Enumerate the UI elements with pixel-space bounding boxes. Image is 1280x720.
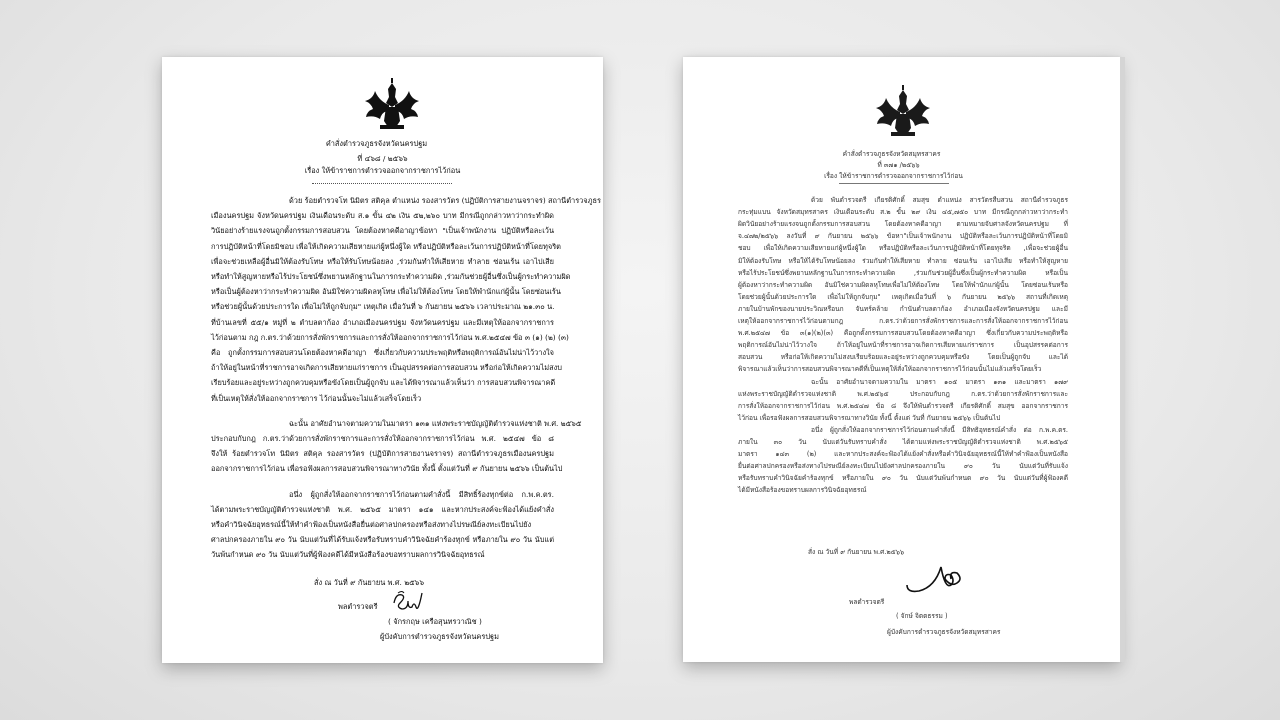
body-line: ได้ตามพระราชบัญญัติตำรวจแห่งชาติ พ.ศ. ๒๕๖๕ มาตรา ๑๔๑ และหากประสงค์จะฟ้องได้แย้งคำสั่ง	[211, 504, 554, 514]
order-header: คำสั่งตำรวจภูธรจังหวัดนครปฐม	[325, 139, 428, 148]
body-line: จ.๔๗๒/๒๕๖๖ ลงวันที่ ๙ กันยายน ๒๕๖๖ ข้อหา"เป็นเจ้าพนักงาน ปฏิบัติหรือละเว้นการปฏิบัติหน้าที่โดยมิ	[738, 232, 1068, 241]
body-line: เพื่อจะช่วยเหลือผู้อื่นมิให้ต้องรับโทษ หรือให้รับโทษน้อยลง ,ร่วมกันทำให้เสียหาย ทำลาย ซ่อนเร้น เอาไปเสีย	[211, 256, 554, 266]
body-line: หรือทำให้สูญหายหรือไร้ประโยชน์ซึ่งพยานหลักฐานในการกระทำความผิด ,ร่วมกันช่วยผู้อื่นซึ่งเป็นผู้กระทำความผิด	[211, 272, 571, 281]
page-edge	[1120, 57, 1125, 662]
body-line: พฤติการณ์อันไม่น่าไว้วางใจ ถ้าให้อยู่ในหน้าที่ราชการอาจเกิดการเสียหายแก่ราชการ เป็นอุปสรรคต่อการ	[738, 341, 1068, 350]
body-line: ชอบ เพื่อให้เกิดความเสียหายแก่ผู้หนึ่งผู้ใด หรือปฏิบัติหรือละเว้นการปฏิบัติหน้าที่โดยทุจริต ,เพื่อจะช่วยผู้อื่น	[738, 244, 1068, 253]
body-line: ถ้าให้อยู่ในหน้าที่ราชการอาจเกิดการเสียหายแก่ราชการ เป็นอุปสรรคต่อการสอบสวน หรือก่อให้เกิดความไม่สงบ	[211, 363, 562, 373]
order-subject: เรื่อง ให้ข้าราชการตำรวจออกจากราชการไว้ก่อน	[304, 166, 461, 175]
body-line: ผิดวินัยอย่างร้ายแรงจนถูกตั้งกรรมการสอบสวน โดยต้องหาคดีอาญา ตามหมายจับศาลจังหวัดนครปฐม ที่	[738, 220, 1068, 229]
signature	[903, 557, 983, 595]
signer-rank: พลตำรวจตรี	[338, 602, 378, 611]
body-line: กระทุ่มแบน จังหวัดสมุทรสาคร เงินเดือนระดับ ส.๒ ขั้น ๒๙ เงิน ๔๕,๗๕๐ บาท มีกรณีถูกกล่าวหาว่ากระทำ	[738, 208, 1068, 217]
body-line: ไว้ก่อนตาม กฎ ก.ตร.ว่าด้วยการสั่งพักราชการและการสั่งให้ออกจากราชการไว้ก่อน พ.ศ.๒๕๔๗ ข้อ ๓ (๑) (๒) (๓)	[211, 332, 569, 342]
signature	[390, 589, 424, 615]
body-line: เมืองนครปฐม จังหวัดนครปฐม เงินเดือนระดับ ส.๑ ขั้น ๔๒ เงิน ๕๒,๒๖๐ บาท มีกรณีถูกกล่าวหาว่ากระทำผิด	[211, 211, 554, 221]
garuda-emblem-icon	[362, 77, 422, 135]
body-line: การปฏิบัติหน้าที่โดยมิชอบ เพื่อให้เกิดความเสียหายแก่ผู้หนึ่งผู้ใด หรือปฏิบัติหรือละเว้นการปฏิบัติหน้าที่โดยทุจริต	[211, 241, 561, 251]
order-date: สั่ง ณ วันที่ ๙ กันยายน พ.ศ.๒๕๖๖	[808, 548, 905, 556]
body-line: หรือช่วยผู้นั้นด้วยประการใด เพื่อไม่ให้ถูกจับกุม" เหตุเกิด เมื่อวันที่ ๖ กันยายน ๒๕๖๖ เวลาประมาณ ๒๑.๓๐ น.	[211, 302, 555, 312]
police-order-document-nakhon-pathom	[162, 57, 603, 663]
signer-title: ผู้บังคับการตำรวจภูธรจังหวัดนครปฐม	[380, 632, 499, 641]
body-line: หรือคำวินิจฉัยอุทธรณ์นี้ให้ทำคำฟ้องเป็นหนังสือยื่นต่อศาลปกครองหรือส่งทางไปรษณีย์ลงทะเบียนไปยัง	[211, 520, 532, 529]
signer-title: ผู้บังคับการตำรวจภูธรจังหวัดสมุทรสาคร	[887, 628, 1001, 636]
body-line: ผู้ต้องหาว่ากระทำความผิด อันมิใช่ความผิดลหุโทษเพื่อไม่ให้ต้องโทษ โดยให้พำนักแก่ผู้นั้น โดยซ่อนเร้นหรือ	[738, 280, 1068, 289]
body-line: ภายในบ้านพักของนายประวิณหรือนก จันทร์คล้าย กำนันตำบลตาก้อง อำเภอเมืองจังหวัดนครปฐม และมี	[738, 304, 1068, 313]
garuda-emblem-icon	[873, 84, 933, 142]
body-line: จึงให้ ร้อยตำรวจโท นิมิตร สติคุล รองสารวัตร (ปฏิบัติการสายงานจราจร) สถานีตำรวจภูธรเมืองนครปฐม	[211, 449, 554, 459]
police-order-document-samut-sakhon	[683, 57, 1120, 662]
body-line: พิจารณาแล้วเห็นว่าการสอบสวนพิจารณาคดีที่เป็นเหตุให้สั่งให้ออกจากราชการไว้ก่อนนั้นไม่แล้วเสร็จโดยเร็ว	[738, 365, 1042, 374]
body-line: ที่บ้านเลขที่ ๕๕/๑ หมู่ที่ ๒ ตำบลตาก้อง อำเภอเมืองนครปฐม จังหวัดนครปฐม และมีเหตุให้ออกจากราชการ	[211, 317, 554, 327]
order-subject: เรื่อง ให้ข้าราชการตำรวจออกจากราชการไว้ก่อน	[824, 172, 963, 180]
body-line: การสั่งให้ออกจากราชการไว้ก่อน พ.ศ.๒๕๔๗ ข้อ ๘ จึงให้พันตำรวจตรี เกียรติศักดิ์ สมสุข ออกจากราชการ	[738, 401, 1068, 410]
divider	[312, 183, 452, 184]
body-line: ฉะนั้น อาศัยอำนาจตามความใน มาตรา ๑๐๕ มาตรา ๑๓๑ และมาตรา ๑๗๙	[811, 377, 1068, 386]
body-line: พ.ศ.๒๕๔๗ ข้อ ๓(๑)(๒)(๓) คือถูกตั้งกรรมการสอบสวนโดยต้องหาคดีอาญา ซึ่งเกี่ยวกับความประพฤติหรือ	[738, 329, 1068, 338]
body-line: เหตุให้ออกจากราชการไว้ก่อนตามกฎ ก.ตร.ว่าด้วยการสั่งพักราชการและการสั่งให้ออกจากราชการไว้ก่อน	[738, 317, 1068, 325]
body-line: สอบสวน หรือก่อให้เกิดความไม่สงบเรียบร้อยและอยู่ระหว่างถูกควบคุมหรือขัง โดยเป็นผู้ถูกจับ และได้	[738, 353, 1068, 362]
body-line: วินัยอย่างร้ายแรงจนถูกตั้งกรรมการสอบสวน โดยต้องหาคดีอาญาข้อหา "เป็นเจ้าพนักงาน ปฏิบัติหรือละเว้น	[211, 226, 554, 236]
body-line: หรือเป็นผู้ต้องหาว่ากระทำความผิด อันมิใช่ความผิดลหุโทษ เพื่อไม่ให้ต้องโทษ โดยให้พำนักแก่ผู้นั้น โดยซ่อนเร้น	[211, 287, 561, 297]
body-line: อนึ่ง ผู้ถูกสั่งให้ออกจากราชการไว้ก่อนตามคำสั่งนี้ มีสิทธิอุทธรณ์คำสั่ง ต่อ ก.พ.ค.ตร.	[811, 425, 1068, 434]
signer-rank: พลตำรวจตรี	[849, 598, 885, 606]
body-line: ภายใน ๓๐ วัน นับแต่วันรับทราบคำสั่ง ได้ตามแห่งพระราชบัญญัติตำรวจแห่งชาติ พ.ศ.๒๕๖๕	[738, 438, 1068, 446]
order-number: ที่ ๓๗๑ /๒๕๖๖	[877, 161, 920, 169]
body-line: ได้มีหนังสือร้องขอทราบผลการวินิจฉัยอุทธรณ์	[738, 486, 867, 495]
signer-name: ( จักษ์ จิตตธรรม )	[896, 612, 948, 620]
body-line: ฉะนั้น อาศัยอำนาจตามความในมาตรา ๑๓๑ แห่งพระราชบัญญัติตำรวจแห่งชาติ พ.ศ. ๒๕๖๕	[289, 418, 582, 428]
body-line: โดยช่วยผู้นั้นด้วยประการใด เพื่อไม่ให้ถูกจับกุม" เหตุเกิดเมื่อวันที่ ๖ กันยายน ๒๕๖๖ สถานที่เกิดเหตุ	[738, 292, 1068, 301]
order-date: สั่ง ณ วันที่ ๙ กันยายน พ.ศ. ๒๕๖๖	[314, 578, 425, 587]
order-header: คำสั่งตำรวจภูธรจังหวัดสมุทรสาคร	[842, 150, 941, 158]
body-line: ที่เป็นเหตุให้สั่งให้ออกจากราชการ ไว้ก่อนนั้นจะไม่แล้วเสร็จโดยเร็ว	[211, 393, 422, 403]
body-line: ด้วย ร้อยตำรวจโท นิมิตร สติคุล ตำแหน่ง รองสารวัตร (ปฏิบัติการสายงานจราจร) สถานีตำรวจภูธร	[289, 196, 601, 205]
body-line: หรือรับทราบคำวินิจฉัยคำร้องทุกข์ หรือภายใน ๙๐ วัน นับแต่วันพ้นกำหนด ๙๐ วัน นับแต่วันที่ผู้ฟ้องคดี	[738, 474, 1068, 483]
body-line: แห่งพระราชบัญญัติตำรวจแห่งชาติ พ.ศ.๒๕๖๕ ประกอบกับกฎ ก.ตร.ว่าด้วยการสั่งพักราชการและ	[738, 389, 1068, 398]
order-number: ที่ ๔๖๘ / ๒๕๖๖	[357, 154, 408, 163]
body-line: ศาลปกครองภายใน ๙๐ วัน นับแต่วันที่ได้รับแจ้งหรือรับทราบคำวินิจฉัยคำร้องทุกข์ หรือภายใน ๙๐ วัน นับแต่	[211, 535, 554, 545]
body-line: มิให้ต้องรับโทษ หรือให้ได้รับโทษน้อยลง ร่วมกันทำให้เสียหาย ทำลาย ซ่อนเร้น เอาไปเสีย หรือทำให้สูญหาย	[738, 256, 1068, 265]
body-line: เรียบร้อยและอยู่ระหว่างถูกควบคุมหรือขังโดยเป็นผู้ถูกจับ และได้พิจารณาแล้วเห็นว่า การสอบสวนพิจารณาคดี	[211, 378, 556, 388]
body-line: ด้วย พันตำรวจตรี เกียรติศักดิ์ สมสุข ตำแหน่ง สารวัตรสืบสวน สถานีตำรวจภูธร	[811, 196, 1068, 204]
body-line: ประกอบกับกฎ ก.ตร.ว่าด้วยการสั่งพักราชการและการสั่งให้ออกจากราชการไว้ก่อน พ.ศ. ๒๕๔๗ ข้อ ๘	[211, 434, 554, 443]
body-line: มาตรา ๑๔๓ (๒) และหากประสงค์จะฟ้องได้แย้งคำสั่งหรือคำวินิจฉัยอุทธรณ์นี้ให้ทำคำฟ้องเป็นหนังสือ	[738, 450, 1068, 459]
body-line: ไว้ก่อน เพื่อรอฟังผลการสอบสวนพิจารณาทางวินัย ทั้งนี้ ตั้งแต่ วันที่ กันยายน ๒๕๖๖ เป็นต้นไป	[738, 413, 1001, 422]
body-line: วันพ้นกำหนด ๙๐ วัน นับแต่วันที่ผู้ฟ้องคดีได้มีหนังสือร้องขอทราบผลการวินิจฉัยอุทธรณ์	[211, 550, 485, 560]
divider	[839, 183, 949, 184]
body-line: อนึ่ง ผู้ถูกสั่งให้ออกจากราชการไว้ก่อนตามคำสั่งนี้ มีสิทธิ์ร้องทุกข์ต่อ ก.พ.ค.ตร.	[289, 489, 554, 499]
body-line: คือ ถูกตั้งกรรมการสอบสวนโดยต้องหาคดีอาญา ซึ่งเกี่ยวกับความประพฤติหรือพฤติการณ์อันไม่น่าไว้วางใจ	[211, 348, 554, 357]
body-line: ยื่นต่อศาลปกครองหรือส่งทางไปรษณีย์ลงทะเบียนไปยังศาลปกครองภายใน ๙๐ วัน นับแต่วันที่รับแจ้ง	[738, 462, 1068, 471]
body-line: ออกจากราชการไว้ก่อน เพื่อรอฟังผลการสอบสวนพิจารณาทางวินัย ทั้งนี้ ตั้งแต่วันที่ ๙ กันยายน ๒๕๖๖ เป็นต้นไป	[211, 464, 563, 474]
body-line: หรือไร้ประโยชน์ซึ่งพยานหลักฐานในการกระทำความผิด ,ร่วมกันช่วยผู้อื่นซึ่งเป็นผู้กระทำความผิด หรือเป็น	[738, 268, 1068, 277]
signer-name: ( จักรกฤษ เครือสุนทรวาณิช )	[388, 617, 482, 626]
